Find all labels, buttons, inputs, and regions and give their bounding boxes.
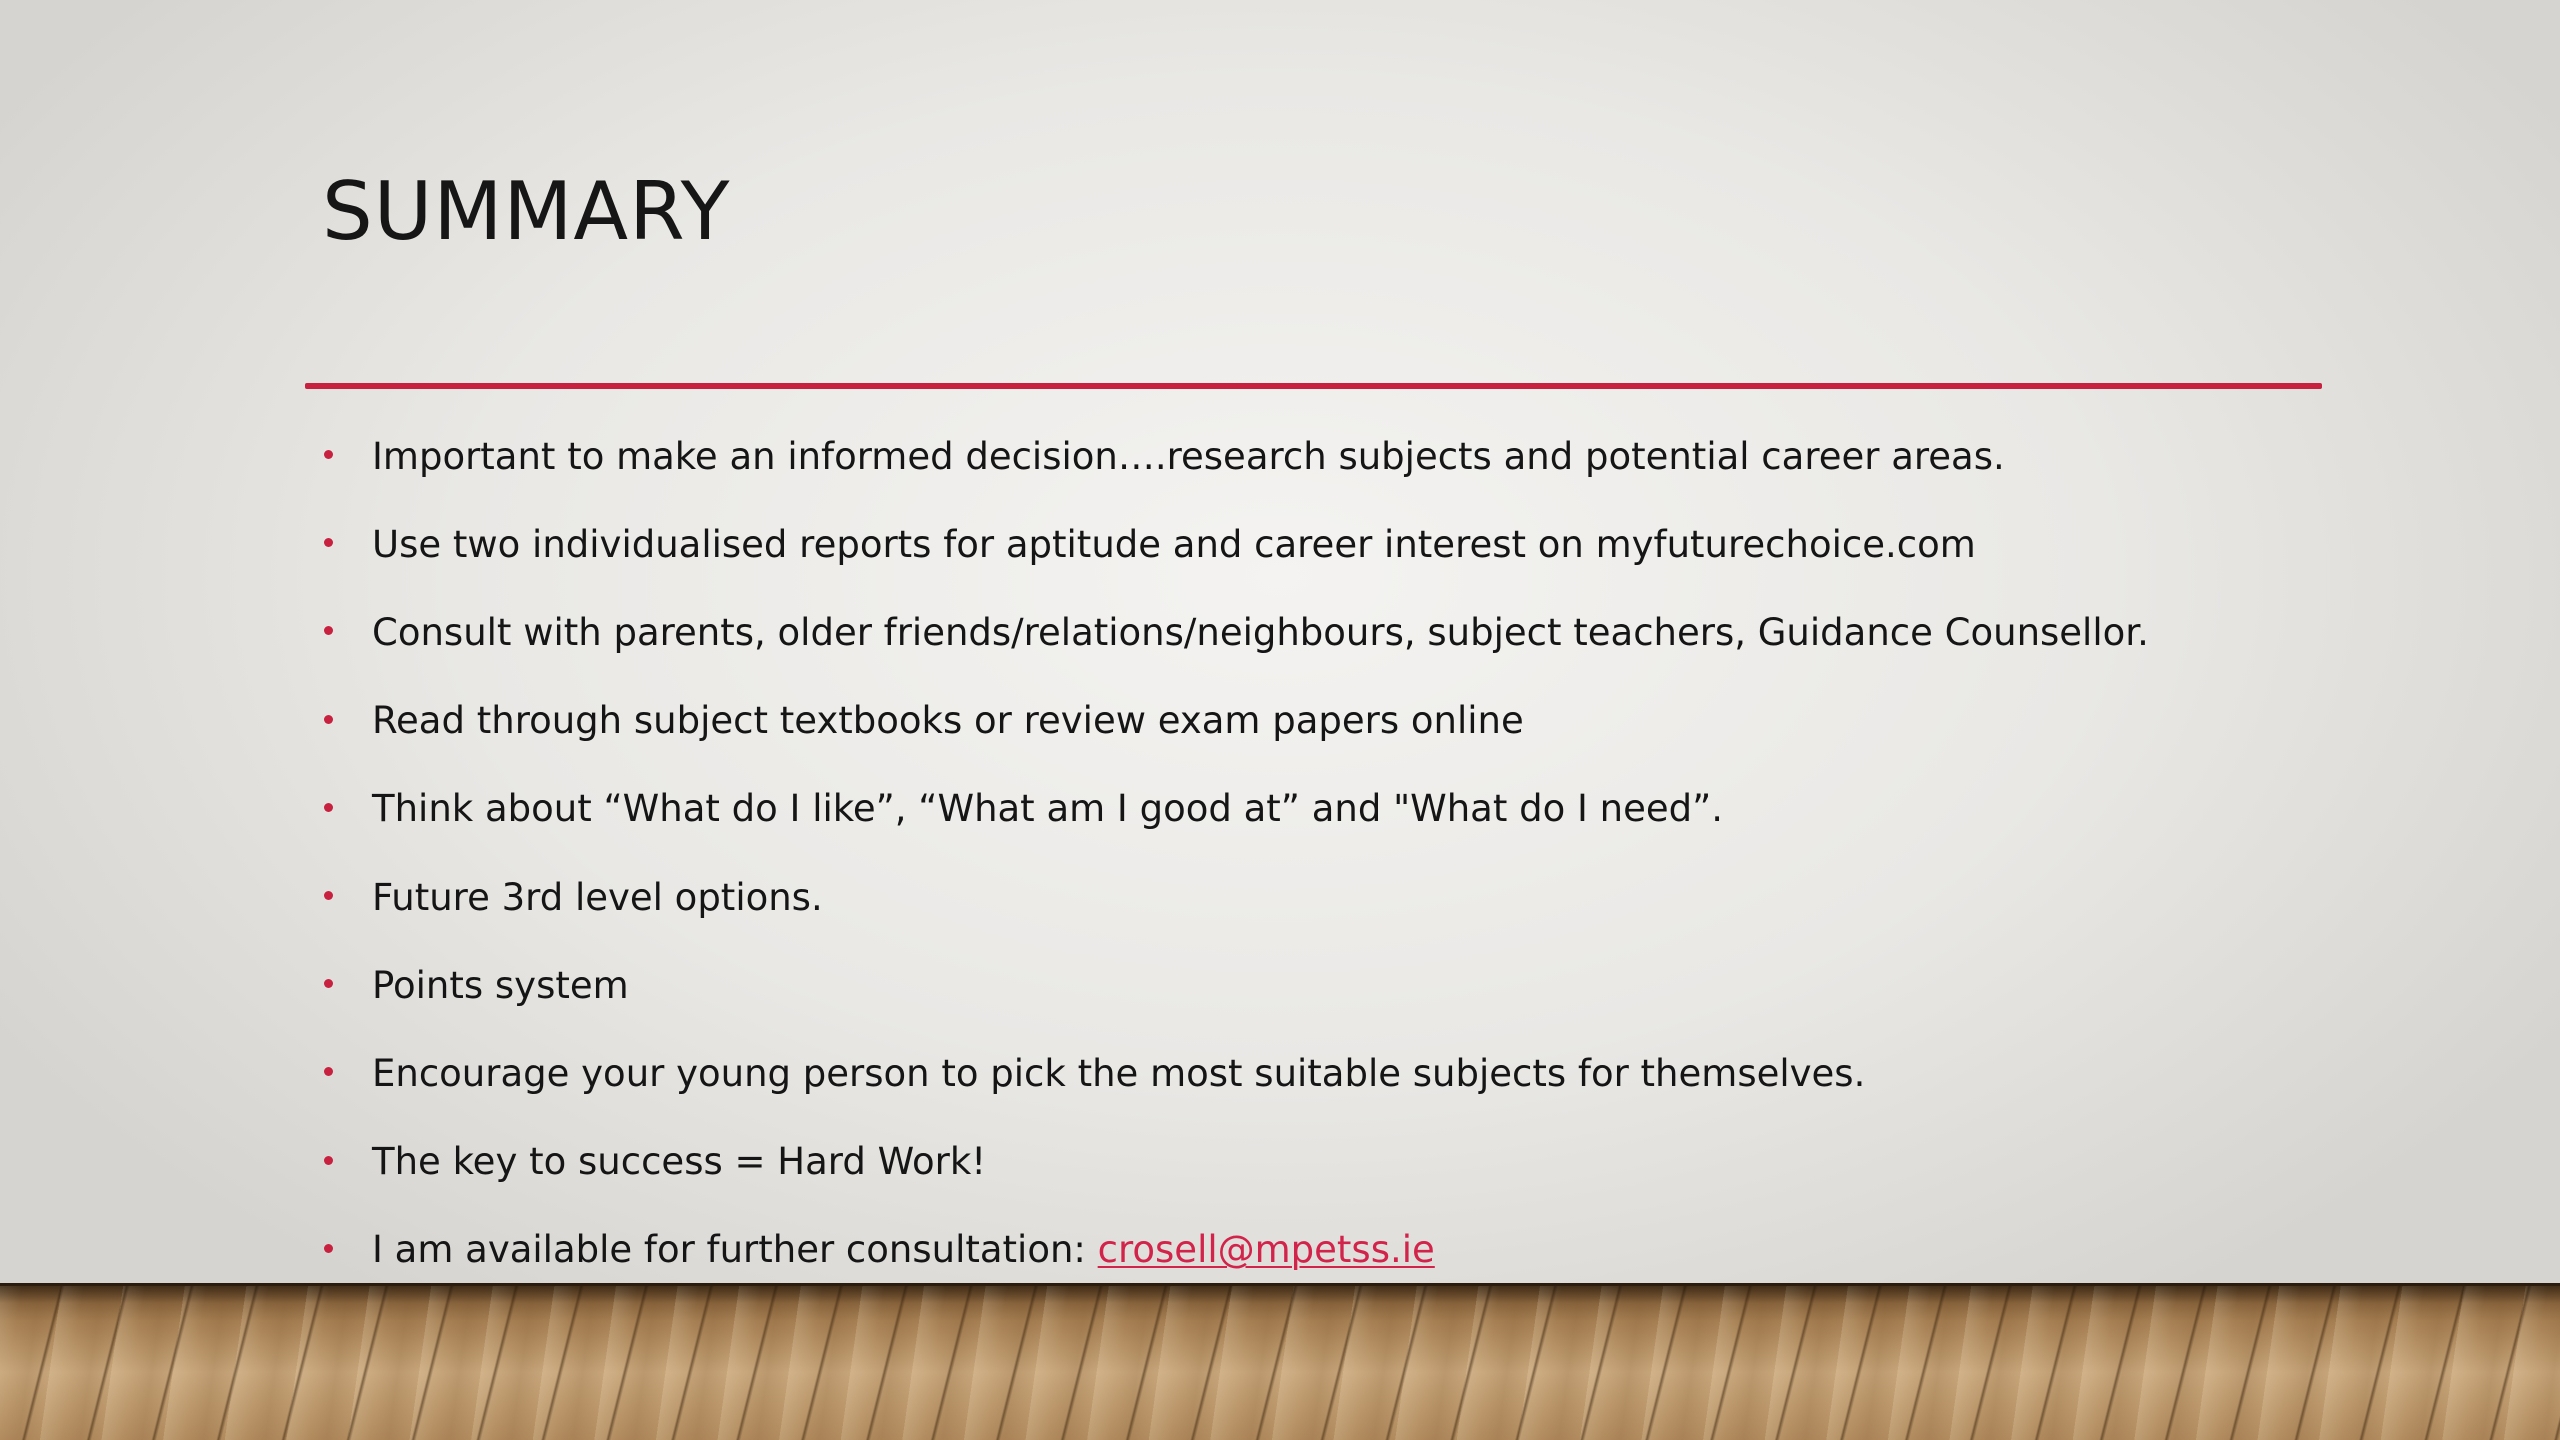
bullet-icon: [324, 538, 333, 547]
bullet-text: Use two individualised reports for aptitude and career interest on myfuturechoice.com: [372, 522, 1976, 566]
list-item: [322, 853, 2322, 941]
bullet-icon: [324, 803, 333, 812]
bullet-text: Points system: [372, 963, 629, 1007]
title-divider: [305, 383, 2322, 389]
list-item: [322, 500, 2322, 588]
bullet-icon: [324, 1156, 333, 1165]
bullet-text: Important to make an informed decision….research subjects and potential career areas.: [372, 434, 2005, 478]
list-item: [322, 677, 2322, 765]
floor-shadow: [0, 1283, 2560, 1303]
bullet-text: The key to success = Hard Work!: [372, 1140, 987, 1184]
contact-label: I am available for further consultation:: [372, 1228, 1098, 1272]
bullet-text-contact: [372, 1228, 1435, 1271]
list-item: [322, 1118, 2322, 1206]
bullet-icon: [324, 626, 333, 635]
bullet-icon: [324, 979, 333, 988]
bullet-icon: [324, 891, 333, 900]
bullet-list: [322, 412, 2322, 1294]
list-item: [322, 588, 2322, 676]
bullet-text: Future 3rd level options.: [372, 875, 823, 919]
list-item-contact: [322, 1206, 2322, 1294]
bullet-text: Encourage your young person to pick the most suitable subjects for themselves.: [372, 1051, 1866, 1095]
list-item: [322, 941, 2322, 1029]
bullet-icon: [324, 715, 333, 724]
list-item: [322, 765, 2322, 853]
bullet-text: Read through subject textbooks or review exam papers online: [372, 699, 1524, 743]
bullet-icon: [324, 1244, 333, 1253]
list-item: [322, 412, 2322, 500]
bullet-text: Consult with parents, older friends/relations/neighbours, subject teachers, Guidance Counsellor.: [372, 610, 2149, 654]
list-item: [322, 1029, 2322, 1117]
slide-title: SUMMARY: [322, 165, 731, 258]
bullet-text: Think about “What do I like”, “What am I good at” and "What do I need”.: [372, 787, 1724, 831]
email-link[interactable]: crosell@mpetss.ie: [1097, 1228, 1435, 1272]
wooden-floor: [0, 1283, 2560, 1440]
bullet-icon: [324, 1067, 333, 1076]
bullet-icon: [324, 450, 333, 459]
